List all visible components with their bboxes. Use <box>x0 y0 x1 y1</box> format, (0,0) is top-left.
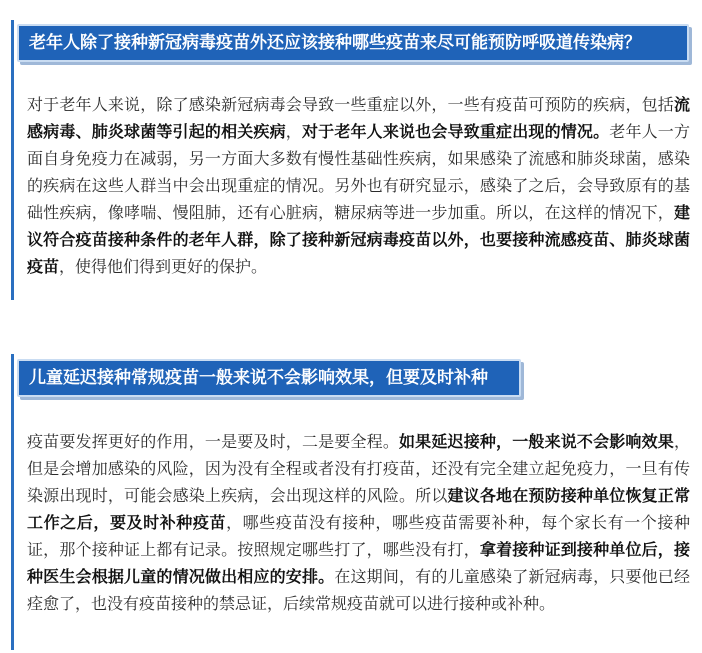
body-text: 在这期间，有的儿童感染了新冠病毒，只要他已经痊愈了，也没有疫苗接种的禁忌证，后续常规疫苗就可以进行接种或补种。 <box>27 567 690 613</box>
section-side-rule <box>11 20 14 300</box>
section-paragraph <box>27 91 690 280</box>
body-text: ，但是会增加感染的风险，因为没有全程或者没有打疫苗，还没有完全建立起免疫力，一旦有传染源出现时，可能会感染上疾病，会出现这样的风险。所以 <box>27 432 690 505</box>
section-elderly-vaccines <box>0 0 702 318</box>
body-text: ，哪些疫苗没有接种，哪些疫苗需要补种，每个家长有一个接种证，那个接种证上都有记录。按照规定哪些打了，哪些没有打， <box>27 513 690 559</box>
emphasis-text: 对于老年人来说也会导致重症出现的情况。 <box>301 122 610 141</box>
section-paragraph <box>27 428 690 617</box>
body-text: 疫苗要发挥更好的作用，一是要及时，二是要全程。 <box>27 432 399 451</box>
section-heading-banner: 儿童延迟接种常规疫苗一般来说不会影响效果，但要及时补种 <box>17 359 521 397</box>
emphasis-text: 如果延迟接种，一般来说不会影响效果 <box>399 432 674 451</box>
emphasis-text: 拿着接种证到接种单位后，接种医生会根据儿童的情况做出相应的安排。 <box>27 540 690 586</box>
emphasis-text: 建议符合疫苗接种条件的老年人群，除了接种新冠病毒疫苗以外，也要接种流感疫苗、肺炎球菌疫苗 <box>27 203 690 276</box>
body-text: 对于老年人来说，除了感染新冠病毒会导致一些重症以外，一些有疫苗可预防的疾病，包括 <box>27 95 674 114</box>
section-children-vaccines <box>0 340 702 653</box>
body-text: ，使得他们得到更好的保护。 <box>59 257 268 276</box>
section-heading-banner: 老年人除了接种新冠病毒疫苗外还应该接种哪些疫苗来尽可能预防呼吸道传染病？ <box>17 24 689 62</box>
body-text: ， <box>285 122 302 141</box>
body-text: 老年人一方面自身免疫力在减弱，另一方面大多数有慢性基础性疾病，如果感染了流感和肺炎球菌，感染的疾病在这些人群当中会出现重症的情况。另外也有研究显示，感染了之后，会导致原有的基础性疾病，像哮喘、慢阻肺，还有心脏病，糖尿病等进一步加重。所以，在这样的情况下， <box>27 122 690 222</box>
emphasis-text: 流感病毒、肺炎球菌等引起的相关疾病 <box>27 95 690 141</box>
section-side-rule <box>11 354 14 650</box>
emphasis-text: 建议各地在预防接种单位恢复正常工作之后，要及时补种疫苗 <box>27 486 690 532</box>
